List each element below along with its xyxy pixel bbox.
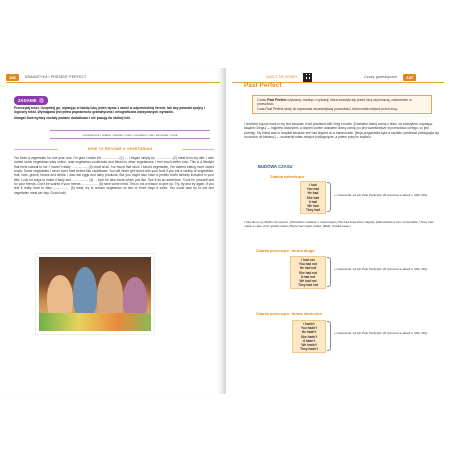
word-box: complement / realize / decide / miss / occasion / eat / eliminate / cook <box>50 130 210 139</box>
qr-code-icon <box>303 73 312 82</box>
form-row: You had not <box>298 262 318 267</box>
form-row: It had not <box>300 274 316 279</box>
affirmative-examples: I had done my Maths homework. [Odrobiłem zadanie z matematyki.] We had lived there happily. [Mieszkaliśmy tam szczęśliwie.] They had made a cake. [Oni upiekli ciasto.] Betty had made coffee. [Betty zrobiła kawę.] <box>244 220 434 229</box>
negative-long-heading: Zdania przeczące: forma długa <box>256 248 315 253</box>
brace <box>327 257 331 287</box>
form-row: It hadn't <box>302 338 316 343</box>
right-section-title: Czasy gramatyczne <box>364 75 398 79</box>
essay-heading: HOW TO BECOME A VEGETARIAN <box>87 147 153 151</box>
negative-short-heading: Zdania przeczące: forma skrócona <box>256 311 322 316</box>
form-row: It had <box>308 199 318 204</box>
explanation-paragraph: I received a good mark in my test because I had practised with Greg's books. [Dostałem dobrą ocenę z testu, bo ćwiczyłem, używając książek Grega.] — najpierw ćwiczyłem, a dopiero potem dostałem dobrą ocenę (co jest wcześniejsze w przeszłości od tego, co jest później). My friend was in hospital because she had slipped on a banana skin. [Moja przyjaciółka była w szpitalu, ponieważ poślizgnęła się na skórce od banana.] — wcześniej miało miejsce poślizgnięcie, a potem pobyt w szpitalu. <box>244 122 439 139</box>
form-row: We had <box>307 204 319 209</box>
affirmative-heading: Zdania twierdzące <box>270 174 305 179</box>
box-text-pre: Czasu <box>257 98 268 102</box>
form-row: I had <box>309 183 317 187</box>
box-text-line2: Czas Past Perfect służy do wyrażania wcześniejszej przeszłości, która miała miejsce przed inną. <box>257 106 398 111</box>
header-mid-label: NAUCZ SIĘ NOWEJ <box>266 75 298 79</box>
form-row: He had not <box>299 266 317 271</box>
box-text-bold: Past Perfect <box>267 98 287 102</box>
form-row: We hadn't <box>301 343 317 348</box>
negative-short-table <box>292 320 326 353</box>
brace <box>327 321 331 351</box>
negative-long-table <box>290 256 326 289</box>
form-row: They had not <box>298 283 318 288</box>
affirmative-table <box>300 181 326 214</box>
task-instruction-text: Przeczytaj tekst. Uzupełnij go, wpisując w każdą lukę jeden wyraz z ramki w odpowiedniej formie, tak aby powstał spójny i logiczny tekst. Wymagana jest pełna poprawność gramatyczna i ortograficzna wpisywanych wyrazów. <box>14 106 206 115</box>
definition-box <box>252 95 432 114</box>
negative-long-note: + czasownik: ed lub Past Participle (III kolumna w tabeli s. 399–401). <box>334 267 429 271</box>
form-row: He had <box>307 191 319 196</box>
right-page-number: 187 <box>403 74 416 81</box>
left-section-title: GRAMATYKA / PRESENT PERFECT <box>24 75 87 79</box>
task-note: Uwaga! Dwa wyrazy zostały podane dodatkowo i nie pasują do żadnej luki. <box>14 115 131 120</box>
form-row: I hadn't <box>303 322 315 326</box>
form-row: She had not <box>298 270 318 275</box>
form-row: They had <box>306 208 320 213</box>
form-row: I had not <box>301 258 315 262</box>
form-row: She had <box>306 195 320 200</box>
form-row: You hadn't <box>300 326 318 331</box>
brace <box>327 182 331 212</box>
negative-short-note: + czasownik: ed lub Past Participle (III kolumna w tabeli s. 399–401). <box>334 331 429 335</box>
form-row: He hadn't <box>301 330 317 335</box>
section-heading-structure: BUDOWA CZASU <box>258 164 293 169</box>
affirmative-note: + czasownik: ed lub Past Participle (III kolumna w tabeli s. 399–401). <box>334 193 429 197</box>
task-label: ZADANIE <box>18 98 37 103</box>
form-row: We had not <box>299 279 317 284</box>
form-row: She hadn't <box>300 334 318 339</box>
box-text-post: używamy, mówiąc o sytuacji, która zdarzyła się przed inną czynnością, zdarzeniem w przeszłości. <box>257 98 412 107</box>
essay-text: I've been a vegetarian for one year now. I'm glad I made the .................. (1) ..., I began simply by .................. (2) meat from my diet. I also visited some vegetarian sites online, read vegetarian cookbooks and talked to other vegetarians. I feel much better now. This is a lifestyle that feels natural to me. I haven't really .................. (3) meat at all. I've found that since I turned vegetarian, I've started eating more varied foods. Some vegetables I never even tried before like cauliflower. You will never get bored with your food if you eat a variety of vegetables, fruit, nuts, grains, beans and lentils. I also eat eggs and dairy products. But you might also have a protein that's already included in your diet. Look for ways to make it tasty and .................. (4) ... look for new foods which you like. See it as an adventure. Cook for yourself and for your friends. Don't be scared if your friends .................. (5) have some meat. This is not a reason to give up. Try, try and try again. If you feel it really hard to step .................. (6) meal, try to remain vegetarian on two or three days a week. You could also try to eat one vegetarian meal per day. Good luck! <box>14 156 214 195</box>
form-row: They hadn't <box>300 347 318 352</box>
form-row: You had <box>306 187 320 192</box>
left-page-number: 186 <box>6 74 19 81</box>
page-title: Past Perfect <box>244 82 282 89</box>
